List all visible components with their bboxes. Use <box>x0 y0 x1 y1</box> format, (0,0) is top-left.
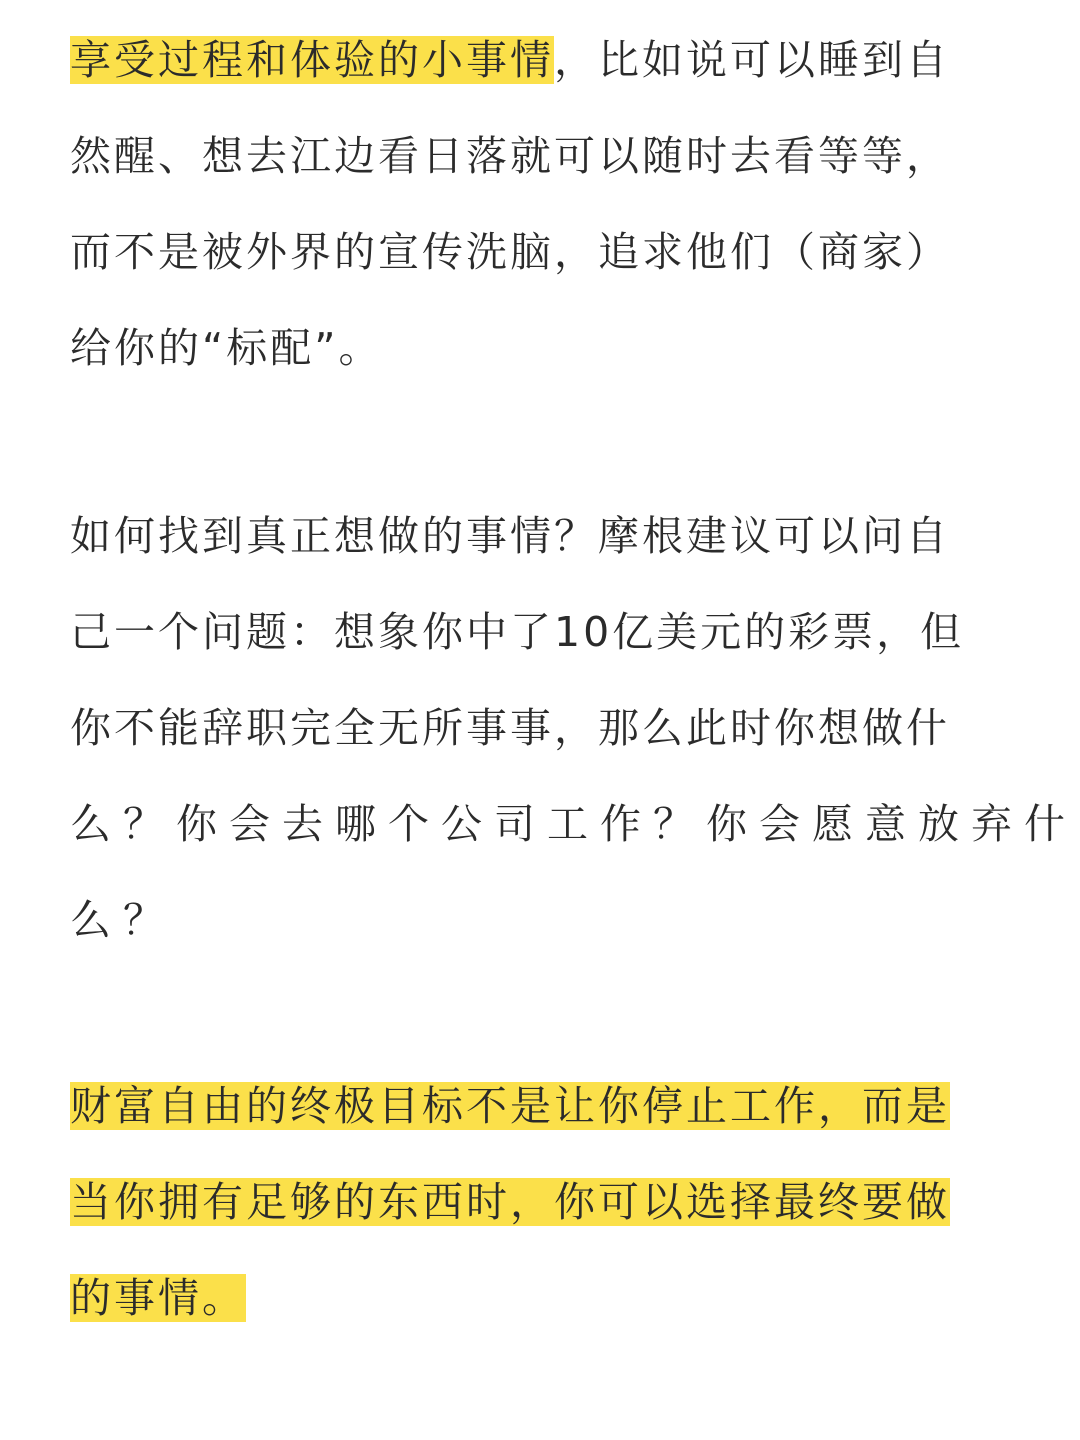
paragraph-3-line-3 <box>70 1268 246 1328</box>
paragraph-1-line-2: 然醒、想去江边看日落就可以随时去看等等， <box>70 132 950 180</box>
paragraph-text: ，比如说可以睡到自 <box>554 36 950 84</box>
highlighted-phrase: 财富自由的终极目标不是让你停止工作，而是 <box>70 1082 950 1130</box>
paragraph-2-line-4: 么？你会去哪个公司工作？你会愿意放弃什 <box>70 800 1077 848</box>
paragraph-2-line-1: 如何找到真正想做的事情？摩根建议可以问自 <box>70 512 950 560</box>
paragraph-1-line-4: 给你的“标配”。 <box>70 324 383 372</box>
paragraph-2-line-3: 你不能辞职完全无所事事，那么此时你想做什 <box>70 704 950 752</box>
paragraph-3-line-2 <box>70 1172 950 1232</box>
highlighted-phrase: 享受过程和体验的小事情 <box>70 36 554 84</box>
paragraph-1-line-1 <box>70 30 950 90</box>
highlighted-phrase: 当你拥有足够的东西时，你可以选择最终要做 <box>70 1178 950 1226</box>
paragraph-2-line-2: 己一个问题：想象你中了10亿美元的彩票，但 <box>70 608 965 656</box>
paragraph-2-line-5: 么？ <box>70 896 176 944</box>
paragraph-3-line-1 <box>70 1076 950 1136</box>
highlighted-phrase: 的事情。 <box>70 1274 246 1322</box>
paragraph-1-line-3: 而不是被外界的宣传洗脑，追求他们（商家） <box>70 228 950 276</box>
